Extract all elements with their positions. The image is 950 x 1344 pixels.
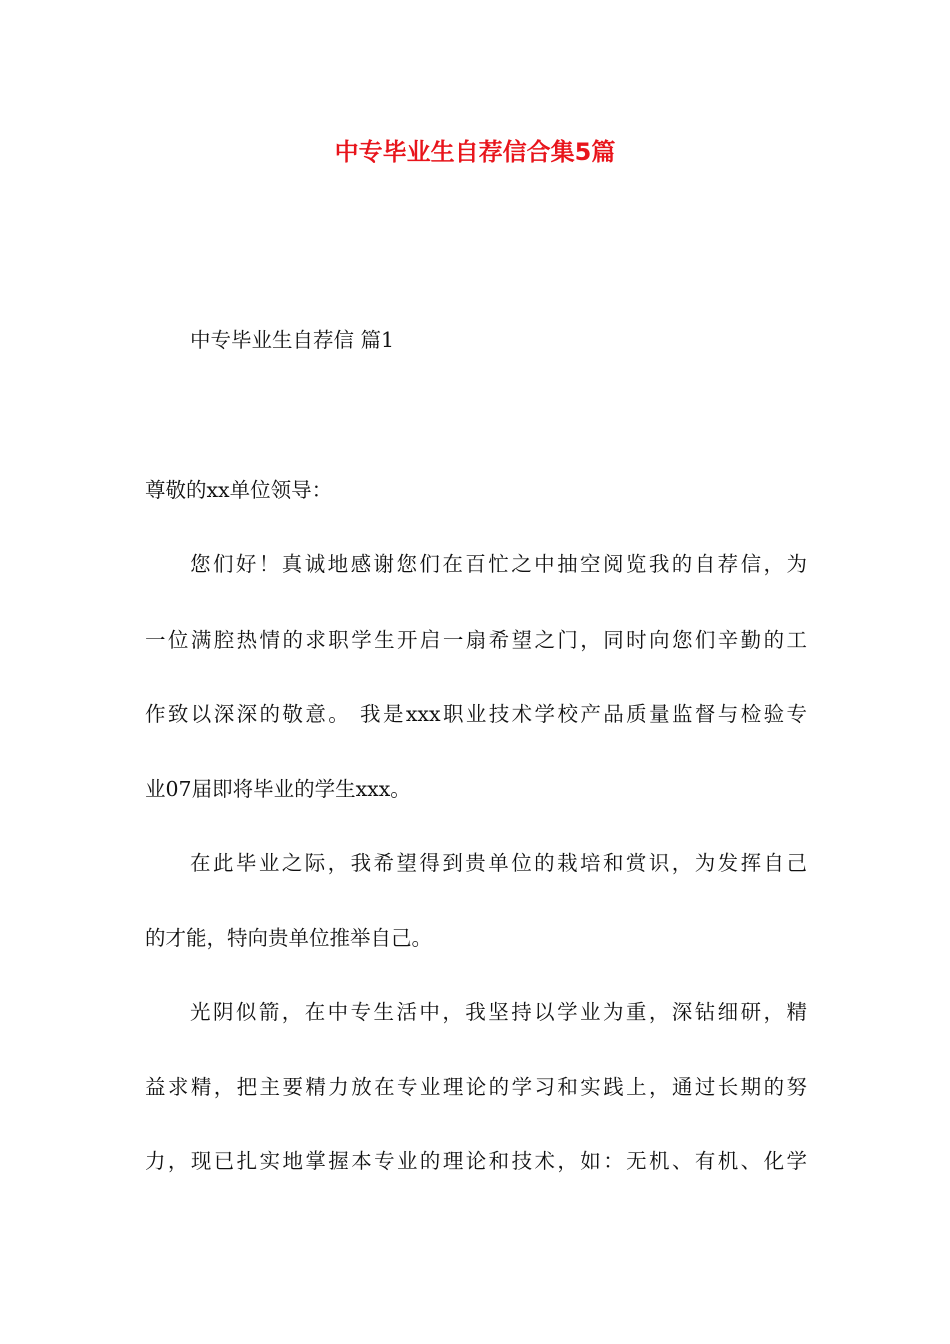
paragraph-line: 作致以深深的敬意。 我是xxx职业技术学校产品质量监督与检验专: [145, 702, 807, 726]
paragraph-line: 益求精，把主要精力放在专业理论的学习和实践上，通过长期的努: [145, 1075, 807, 1099]
paragraph-line: 您们好！真诚地感谢您们在百忙之中抽空阅览我的自荐信，为: [190, 552, 807, 576]
paragraph-line: 力，现已扎实地掌握本专业的理论和技术，如：无机、有机、化学: [145, 1149, 807, 1173]
section-heading: 中专毕业生自荐信 篇1: [190, 328, 395, 352]
paragraph-line: 光阴似箭，在中专生活中，我坚持以学业为重，深钻细研，精: [190, 1000, 807, 1024]
paragraph-line: 业07届即将毕业的学生xxx。: [145, 777, 411, 801]
paragraph-line: 的才能，特向贵单位推举自己。: [145, 926, 432, 950]
paragraph-line: 在此毕业之际，我希望得到贵单位的栽培和赏识，为发挥自己: [190, 851, 807, 875]
salutation: 尊敬的xx单位领导：: [145, 478, 333, 502]
document-title: 中专毕业生自荐信合集5篇: [334, 138, 616, 166]
paragraph-line: 一位满腔热情的求职学生开启一扇希望之门，同时向您们辛勤的工: [145, 628, 807, 652]
